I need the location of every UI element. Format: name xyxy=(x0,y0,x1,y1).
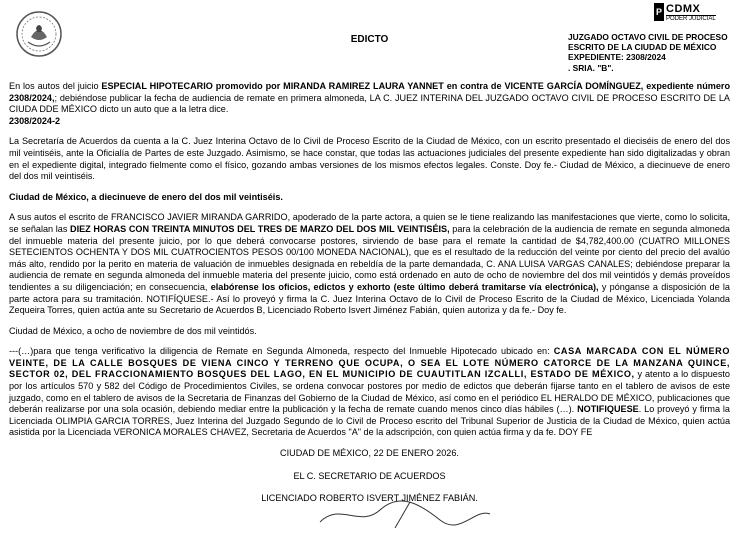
footer-signer: LICENCIADO ROBERTO ISVERT JIMÉNEZ FABIÁN. xyxy=(261,493,478,504)
document-title: EDICTO xyxy=(350,34,389,45)
document-body xyxy=(9,81,730,516)
auction-order-paragraph: A sus autos el escrito de FRANCISCO JAVIER MIRANDA GARRIDO, apoderado de la parte actora, a quien se le tiene realizando las manifestaciones que vierte, como lo solicita, se señalan las DIEZ HORAS CON TREINTA MINUTOS DEL TRES DE MARZO DEL DOS MIL VEINTISÉIS, para la celebración de la audiencia de remate en segunda almoneda del inmueble materia del presente juicio, por lo que deberá convocarse postores, sirviendo de base para el remate la cantidad de $4,782,400.00 (CUATRO MILLONES SETECIENTOS OCHENTA Y DOS MIL CUATROCIENTOS PESOS 00/100 MONEDA NACIONAL), que es el resultado de la reducción del veinte por ciento del precio del avalúo más alto, rendido por la perito en materia de valuación de inmuebles designada en rebeldía de la parte demandada, C. ANA LUISA VARGAS CANALES; debiéndose preparar la audiencia de remate en segunda almoneda del inmueble materia del presente juicio, como está ordenado en auto de ocho de noviembre del dos mil veintidós y demás proveídos tendientes a su diligenciación; en consecuencia, elabórense los oficios, edictos y exhorto (este último deberá tramitarse vía electrónica), y pónganse a disposición de la parte actora para su tramitación. NOTIFÍQUESE.- Así lo proveyó y firma la C. Juez Interina Octavo de lo Civil de Proceso Escrito de la Ciudad de México, Licenciada Yolanda Zequeira Torres, quien actúa ante su Secretario de Acuerdos B, Licenciado Roberto Isvert Jiménez Fabián, quien autoriza y da fe.- Doy fe. xyxy=(9,212,730,316)
footer-date: CIUDAD DE MÉXICO, 22 DE ENERO 2026. xyxy=(280,448,459,459)
footer-role: EL C. SECRETARIO DE ACUERDOS xyxy=(293,470,446,481)
intro-paragraph: En los autos del juicio ESPECIAL HIPOTECARIO promovido por MIRANDA RAMIREZ LAURA YANNET en contra de VICENTE GARCÍA DOMÍNGUEZ, expediente número 2308/2024,; debiéndose publicar la fecha de audiencia de remate en primera almoneda, LA C. JUEZ INTERINA DEL JUZGADO OCTAVO CIVIL DE PROCESO ESCRITO DE LA CIUDA DDE MÉXICO dicto un auto que a la letra dice. 2308/2024-2 xyxy=(9,81,730,126)
court-line: . SRIA. "B". xyxy=(568,62,614,73)
property-paragraph: ---(…)para que tenga verificativo la diligencia de Remate en Segunda Almoneda, respecto del Inmueble Hipotecado ubicado en: CASA MARCADA CON EL NÚMERO VEINTE, DE LA CALLE BOSQUES DE VIENA CINCO Y TERRENO QUE OCUPA, O SEA EL LOTE NÚMERO CATORCE DE LA MANZANA QUINCE, SECTOR 02, DEL FRACCIONAMIENTO BOSQUES DEL LAGO, EN EL MUNICIPIO DE CUAUTITLAN IZCALLI, ESTADO DE MÉXICO, y atento a lo dispuesto por los artículos 570 y 582 del Código de Procedimientos Civiles, se ordena convocar postores por medio de edictos que deberán fijarse tanto en el tablero de avisos de este juzgado, como en el tablero de avisos de la Secretaria de Finanzas del Gobierno de la Ciudad de México, así como en el periódico EL HERALDO DE MÉXICO, publicaciones que deberán realizarse por una sola ocasión, debiendo mediar entre la publicación y la fecha de remate cuando menos cinco días hábiles (…). NOTIFIQUESE. Lo proveyó y firma la Licenciada OLIMPIA GARCIA TORRES, Juez Interina del Juzgado Segundo de lo Civil de Proceso escrito del Tribunal Superior de Justicia de la Ciudad de México, quien actúa asistida por la Licenciada VERONICA MORALES CHAVEZ, Secretaria de Acuerdos "A" de la adscripción, con quien actúa firma y da fe. DOY FE xyxy=(9,346,730,438)
case-number: 2308/2024-2 xyxy=(9,115,61,126)
logo-main-text: CDMX xyxy=(666,3,701,15)
pj-badge-icon: P xyxy=(654,3,664,21)
court-line: ESCRITO DE LA CIUDAD DE MÉXICO xyxy=(568,42,717,53)
logo-sub-text: PODER JUDICIAL xyxy=(666,16,716,22)
date-heading: Ciudad de México, a diecinueve de enero del dos mil veintiséis. xyxy=(9,191,283,202)
court-line: JUZGADO OCTAVO CIVIL DE PROCESO xyxy=(568,32,728,42)
handwritten-signature xyxy=(300,500,500,530)
secretary-note-paragraph: La Secretaría de Acuerdos da cuenta a la C. Juez Interina Octavo de lo Civil de Proceso Escrito de la Ciudad de México, con un escrito presentado el dieciséis de enero del dos mil veintiséis, ante la Oficialía de Partes de este Juzgado. Asimismo, se hace constar, que todas las actuaciones judiciales del presente expediente han sido digitalizadas y obran en el expediente digital, integrado fielmente como el físico, gozando ambas versiones de los mismos efectos legales. Conste. Doy fe.- Ciudad de México, a diecinueve de enero del dos mil veintiséis. xyxy=(9,136,730,182)
court-info xyxy=(568,32,736,73)
cdmx-logo xyxy=(654,3,732,29)
court-line: EXPEDIENTE: 2308/2024 xyxy=(568,52,666,63)
prior-order-date: Ciudad de México, a ocho de noviembre de dos mil veintidós. xyxy=(9,325,257,336)
